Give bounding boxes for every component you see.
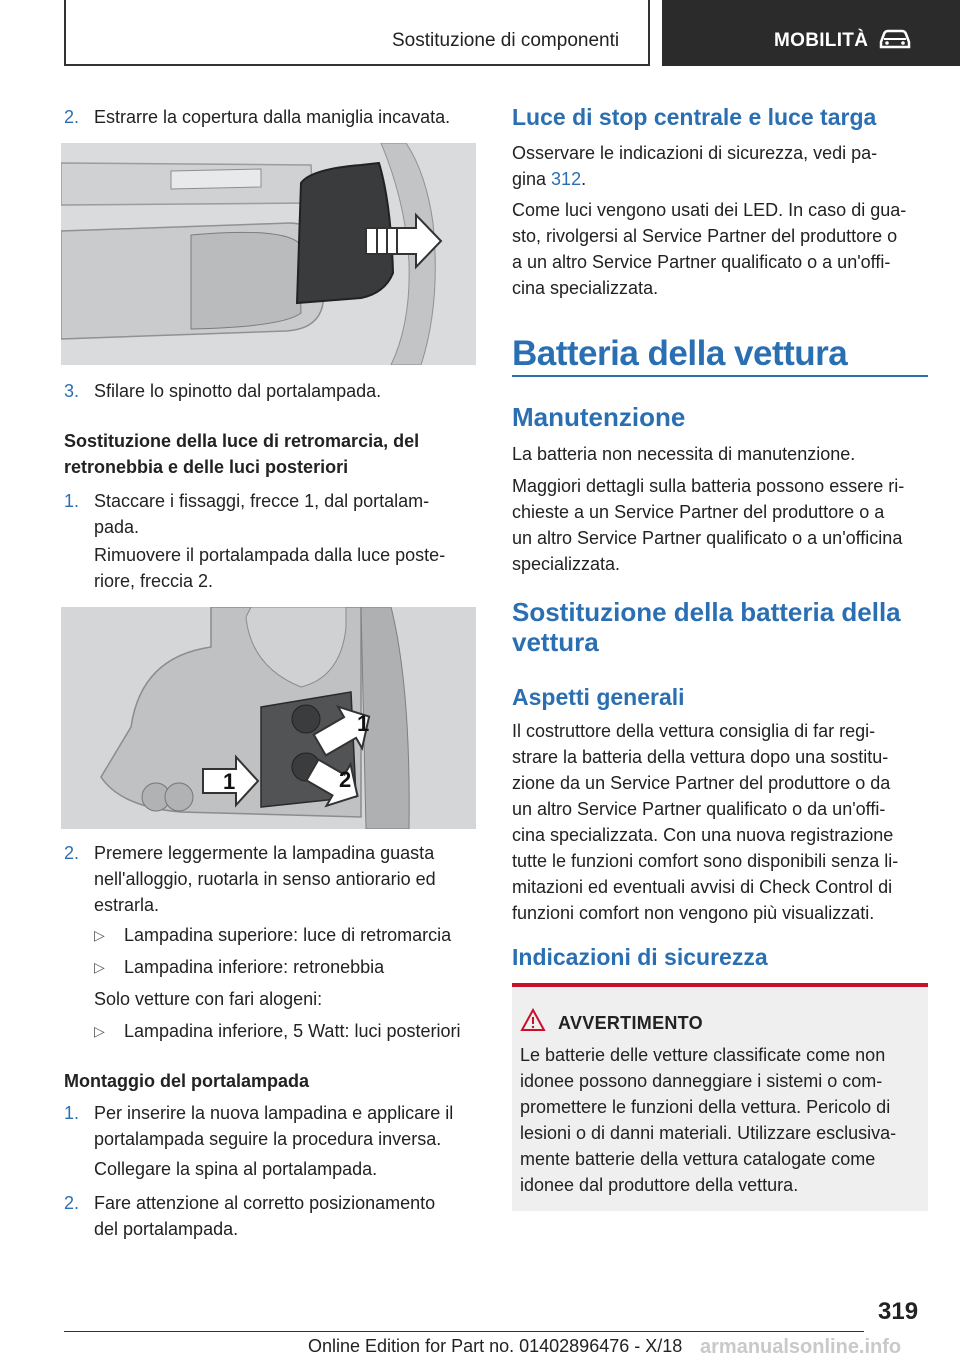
warning-triangle-icon [520,1008,546,1032]
step-text: nell'alloggio, ruotarla in senso antiorario ed [94,869,436,889]
step-text: Rimuovere il portalampada dalla luce poste- [94,545,446,565]
step-text: pada. [94,517,140,537]
warning-line: idonee dal produttore della vettura. [520,1175,799,1195]
sub-section-heading: Aspetti generali [512,684,685,710]
paragraph-line: tutte le funzioni comfort sono disponibili senza li- [512,851,899,871]
figure-lamp-holder [61,607,476,829]
figure-handle-cover [61,143,476,365]
sub-heading: Montaggio del portalampada [64,1071,310,1091]
lamp-holder-illustration [61,607,476,829]
heading-rule [512,375,928,377]
chapter-tab[interactable] [662,0,960,66]
section-heading: Luce di stop centrale e luce targa [512,104,877,130]
car-icon [878,28,912,50]
bullet-text: Lampadina inferiore: retronebbia [124,957,385,977]
header-separator [648,0,650,66]
paragraph-line: Maggiori dettagli sulla batteria possono essere ri- [512,476,905,496]
paragraph-line: gina 312. [512,169,587,189]
warning-bar [512,983,928,987]
paragraph-line: cina specializzata. [512,278,659,298]
step-number: 2. [64,107,80,127]
bullet-icon: ▷ [94,959,105,975]
section-heading: Manutenzione [512,402,686,432]
sub-heading: retronebbia e delle luci posteriori [64,457,349,477]
warning-line: idonee possono danneggiare i sistemi o com- [520,1071,883,1091]
header-bottom-rule [64,64,650,66]
paragraph-line: un altro Service Partner qualificato o da un'offi- [512,799,886,819]
step-text: Estrarre la copertura dalla maniglia incavata. [94,107,451,127]
step-number: 1. [64,1103,80,1123]
bullet-icon: ▷ [94,927,105,943]
section-heading: vettura [512,627,599,657]
warning-line: lesioni o di danni materiali. Utilizzare esclusiva- [520,1123,897,1143]
bullet-text: Lampadina superiore: luce di retromarcia [124,925,452,945]
warning-line: promettere le funzioni della vettura. Pericolo di [520,1097,891,1117]
footer-rule [64,1331,864,1332]
step-text: estrarla. [94,895,160,915]
bullet-icon: ▷ [94,1023,105,1039]
warning-line: mente batterie della vettura catalogate come [520,1149,876,1169]
note-text: Solo vetture con fari alogeni: [94,989,323,1009]
step-number: 2. [64,843,80,863]
paragraph-line: mitazioni ed eventuali avvisi di Check Control di [512,877,893,897]
edition-text: Online Edition for Part no. 01402896476 - X/18 [308,1336,683,1356]
step-text: del portalampada. [94,1219,239,1239]
bullet-text: Lampadina inferiore, 5 Watt: luci posteriori [124,1021,461,1041]
step-text: Staccare i fissaggi, frecce 1, dal portalam- [94,491,430,511]
paragraph-line: La batteria non necessita di manutenzione. [512,444,856,464]
sub-heading: Sostituzione della luce di retromarcia, del [64,431,420,451]
section-title: Sostituzione di componenti [392,30,620,51]
warning-title: AVVERTIMENTO [558,1013,703,1033]
page-link[interactable]: 312 [551,169,582,189]
page-number: 319 [878,1298,919,1325]
arrow-label: 1 [223,769,236,794]
step-text: Collegare la spina al portalampada. [94,1159,378,1179]
step-text: portalampada seguire la procedura inversa. [94,1129,442,1149]
section-heading: Sostituzione della batteria della [512,597,901,627]
step-number: 1. [64,491,80,511]
step-text: Per inserire la nuova lampadina e applicare il [94,1103,454,1123]
paragraph-line: strare la batteria della vettura dopo una sostitu- [512,747,889,767]
paragraph-line: un altro Service Partner qualificato o a un'officina [512,528,903,548]
arrow-label: 2 [339,767,352,792]
step-text: Premere leggermente la lampadina guasta [94,843,435,863]
step-number: 2. [64,1193,80,1213]
sub-section-heading: Indicazioni di sicurezza [512,944,768,970]
paragraph-line: Osservare le indicazioni di sicurezza, vedi pa- [512,143,878,163]
chapter-heading: Batteria della vettura [512,334,848,373]
header-left-rule [64,0,66,66]
handle-cover-illustration [61,143,476,365]
paragraph-line: zione da un Service Partner del produttore o da [512,773,891,793]
paragraph-line: specializzata. [512,554,621,574]
paragraph-line: sto, rivolgersi al Service Partner del produttore o [512,226,898,246]
arrow-label: 1 [357,711,370,736]
paragraph-line: Come luci vengono usati dei LED. In caso di gua- [512,200,907,220]
paragraph-line: Il costruttore della vettura consiglia di far regi- [512,721,876,741]
paragraph-line: chieste a un Service Partner del produttore o a [512,502,885,522]
paragraph-line: funzioni comfort non vengono più visualizzati. [512,903,875,923]
step-text: Fare attenzione al corretto posizionamento [94,1193,436,1213]
step-text: riore, freccia 2. [94,571,214,591]
paragraph-line: cina specializzata. Con una nuova registrazione [512,825,894,845]
step-text: Sfilare lo spinotto dal portalampada. [94,381,382,401]
step-number: 3. [64,381,80,401]
warning-line: Le batterie delle vetture classificate come non [520,1045,886,1065]
paragraph-line: a un altro Service Partner qualificato o a un'offi- [512,252,891,272]
chapter-label: MOBILITÀ [774,30,869,51]
watermark-text: armanualsonline.info [700,1336,902,1358]
